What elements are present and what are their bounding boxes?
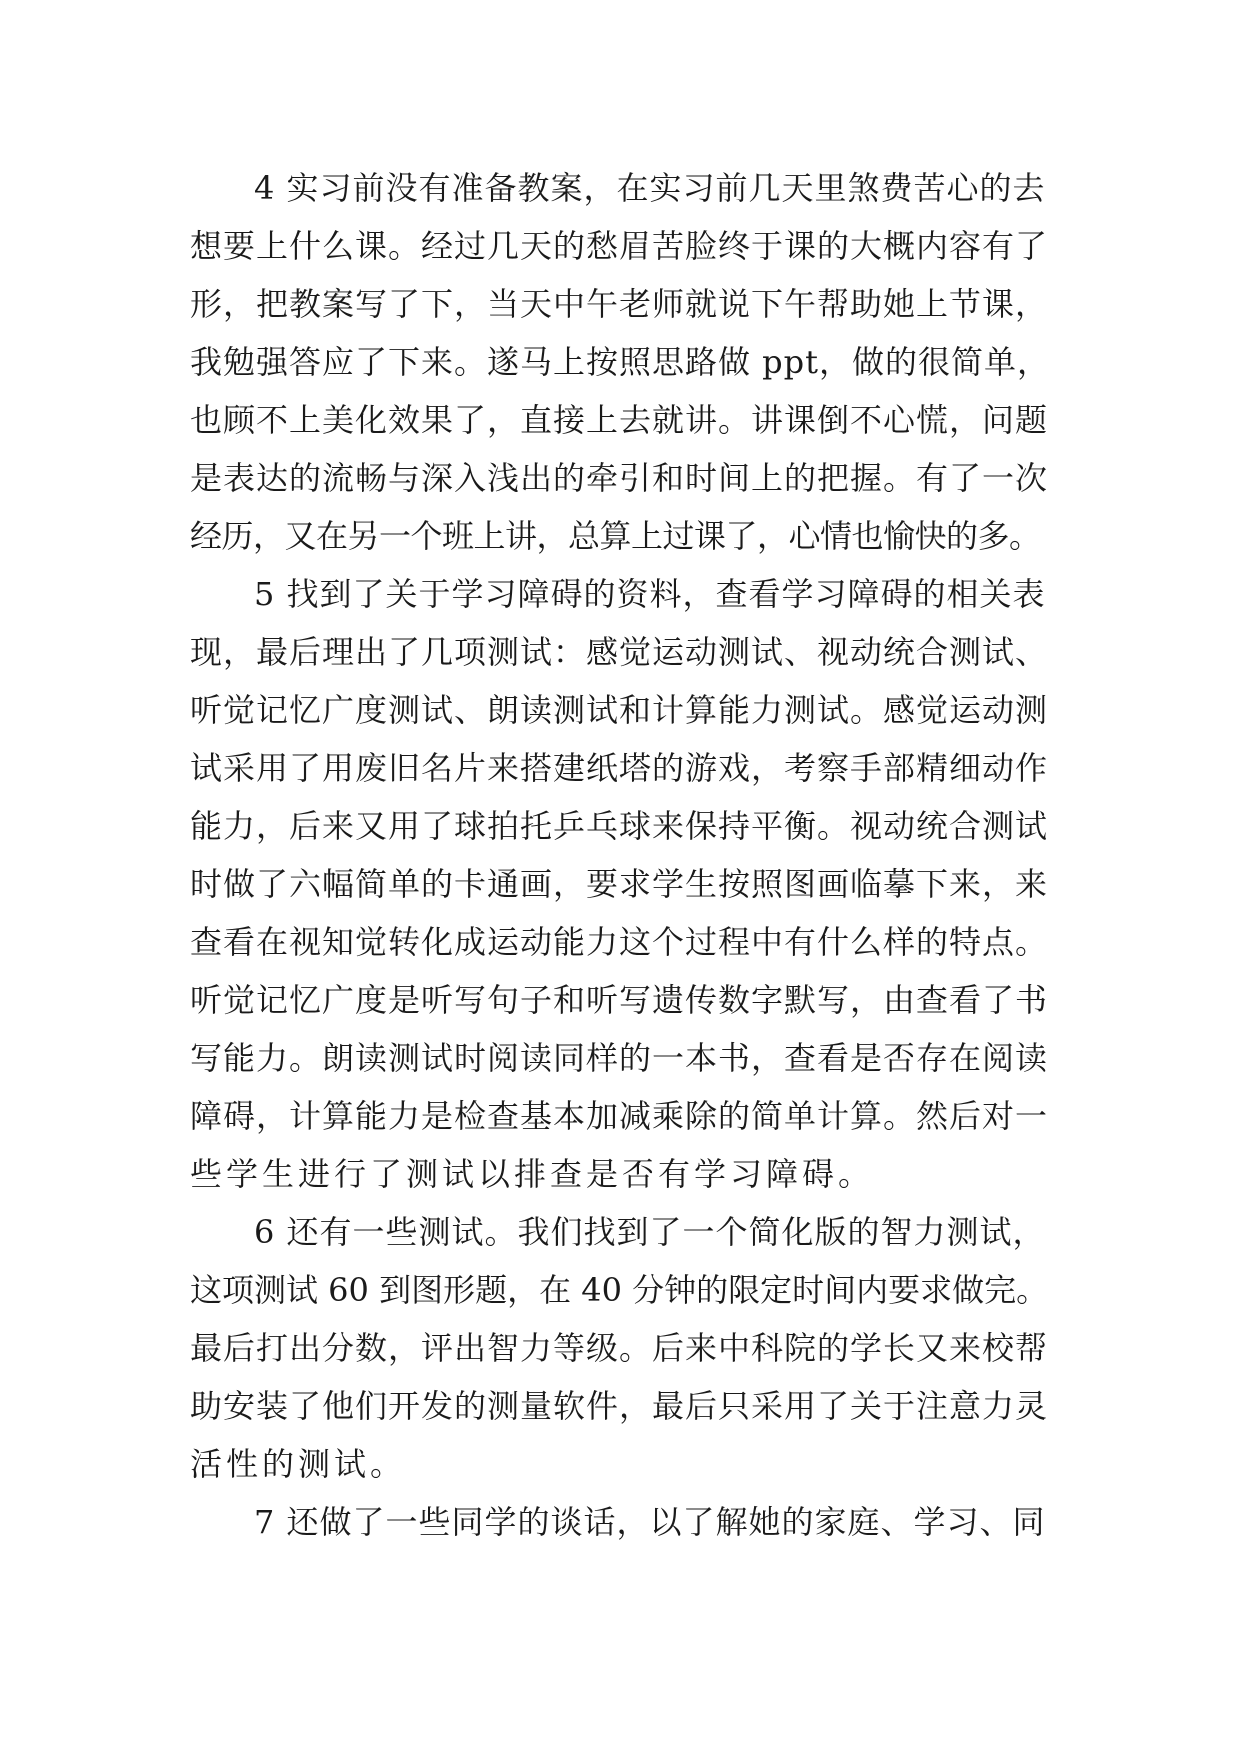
text-line: 写能力。朗读测试时阅读同样的一本书，查看是否存在阅读 — [190, 1039, 1049, 1077]
text-line: 这项测试 60 到图形题，在 40 分钟的限定时间内要求做完。 — [190, 1271, 1049, 1309]
text-line: 是表达的流畅与深入浅出的牵引和时间上的把握。有了一次 — [190, 459, 1049, 497]
text-line: 助安装了他们开发的测量软件，最后只采用了关于注意力灵 — [190, 1387, 1049, 1425]
text-line: 些学生进行了测试以排查是否有学习障碍。 — [190, 1155, 875, 1193]
text-line: 最后打出分数，评出智力等级。后来中科院的学长又来校帮 — [190, 1329, 1049, 1367]
text-line: 能力，后来又用了球拍托乒乓球来保持平衡。视动统合测试 — [190, 807, 1049, 845]
text-line: 时做了六幅简单的卡通画，要求学生按照图画临摹下来，来 — [190, 865, 1049, 903]
text-line: 障碍，计算能力是检查基本加减乘除的简单计算。然后对一 — [190, 1097, 1049, 1135]
text-line: 7 还做了一些同学的谈话，以了解她的家庭、学习、同 — [254, 1503, 1046, 1541]
text-line: 形，把教案写了下，当天中午老师就说下午帮助她上节课， — [190, 285, 1049, 323]
text-line: 我勉强答应了下来。遂马上按照思路做 ppt，做的很简单， — [190, 343, 1051, 381]
text-line: 4 实习前没有准备教案，在实习前几天里煞费苦心的去 — [254, 169, 1046, 207]
text-line: 经历，又在另一个班上讲，总算上过课了，心情也愉快的多。 — [190, 517, 1041, 555]
text-line: 听觉记忆广度测试、朗读测试和计算能力测试。感觉运动测 — [190, 691, 1049, 729]
text-line: 活性的测试。 — [190, 1445, 407, 1483]
text-line: 现，最后理出了几项测试：感觉运动测试、视动统合测试、 — [190, 633, 1049, 671]
text-line: 想要上什么课。经过几天的愁眉苦脸终于课的大概内容有了 — [190, 227, 1049, 265]
text-line: 听觉记忆广度是听写句子和听写遗传数字默写，由查看了书 — [190, 981, 1049, 1019]
text-line: 试采用了用废旧名片来搭建纸塔的游戏，考察手部精细动作 — [190, 749, 1049, 787]
text-line: 查看在视知觉转化成运动能力这个过程中有什么样的特点。 — [190, 923, 1049, 961]
text-line: 6 还有一些测试。我们找到了一个简化版的智力测试， — [254, 1213, 1046, 1251]
text-line: 5 找到了关于学习障碍的资料，查看学习障碍的相关表 — [254, 575, 1046, 613]
text-line: 也顾不上美化效果了，直接上去就讲。讲课倒不心慌，问题 — [190, 401, 1049, 439]
